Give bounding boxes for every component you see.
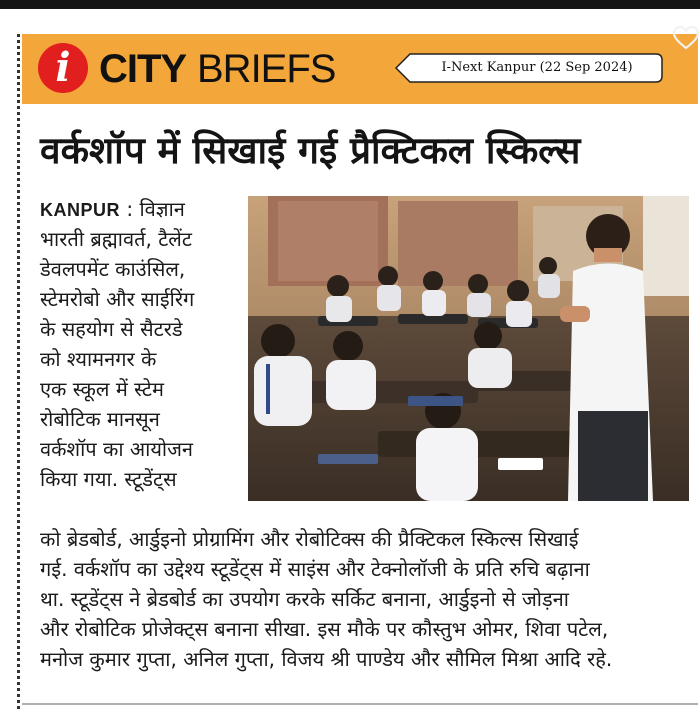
article-line-text: विज्ञान bbox=[139, 197, 185, 221]
article-line: था. स्टूडेंट्स ने ब्रेडबोर्ड का उपयोग करके सर्किट बनाना, आर्डुइनो से जोड़ना bbox=[40, 587, 569, 611]
bottom-divider bbox=[22, 703, 698, 705]
brand-logo-icon: i bbox=[38, 43, 88, 93]
brand-briefs-label: BRIEFS bbox=[197, 47, 336, 91]
article-intro-column bbox=[40, 194, 246, 494]
article-line: KANPUR : विज्ञान bbox=[40, 197, 185, 221]
article-line: किया गया. स्टूडेंट्स bbox=[40, 467, 177, 491]
article-line: के सहयोग से सैटरडे bbox=[40, 317, 183, 341]
article-line: एक स्कूल में स्टेम bbox=[40, 377, 164, 401]
source-citation: I-Next Kanpur (22 Sep 2024) bbox=[441, 60, 633, 75]
source-tag bbox=[394, 52, 664, 84]
article-line: रोबोटिक मानसून bbox=[40, 407, 160, 431]
dateline: KANPUR bbox=[40, 200, 121, 220]
article-line: वर्कशॉप का आयोजन bbox=[40, 437, 194, 461]
article-body bbox=[40, 524, 694, 674]
article-line: भारती ब्रह्मावर्त, टैलेंट bbox=[40, 227, 192, 251]
article-line: को श्यामनगर के bbox=[40, 347, 157, 371]
article-headline: वर्कशॉप में सिखाई गई प्रैक्टिकल स्किल्स bbox=[40, 129, 581, 172]
article-line: गई. वर्कशॉप का उद्देश्य स्टूडेंट्स में साइंस और टेक्नोलॉजी के प्रति रुचि बढ़ाना bbox=[40, 557, 590, 581]
article-line: को ब्रेडबोर्ड, आर्डुइनो प्रोग्रामिंग और रोबोटिक्स की प्रैक्टिकल स्किल्स सिखाई bbox=[40, 527, 579, 551]
photo-illustration bbox=[248, 196, 689, 501]
article-line: मनोज कुमार गुप्ता, अनिल गुप्ता, विजय श्री पाण्डेय और सौमिल मिश्रा आदि रहे. bbox=[40, 647, 613, 671]
classroom-workshop-photo bbox=[248, 196, 689, 501]
article-line: डेवलपमेंट काउंसिल, bbox=[40, 257, 186, 281]
brand-city-label: CITY bbox=[99, 47, 187, 91]
article-line: और रोबोटिक प्रोजेक्ट्स बनाना सीखा. इस मौके पर कौस्तुभ ओमर, शिवा पटेल, bbox=[40, 617, 609, 641]
column-divider bbox=[17, 34, 20, 709]
top-border bbox=[0, 0, 700, 9]
heart-icon bbox=[673, 26, 699, 50]
article-line: स्टेमरोबो और साईरिंग bbox=[40, 287, 195, 311]
